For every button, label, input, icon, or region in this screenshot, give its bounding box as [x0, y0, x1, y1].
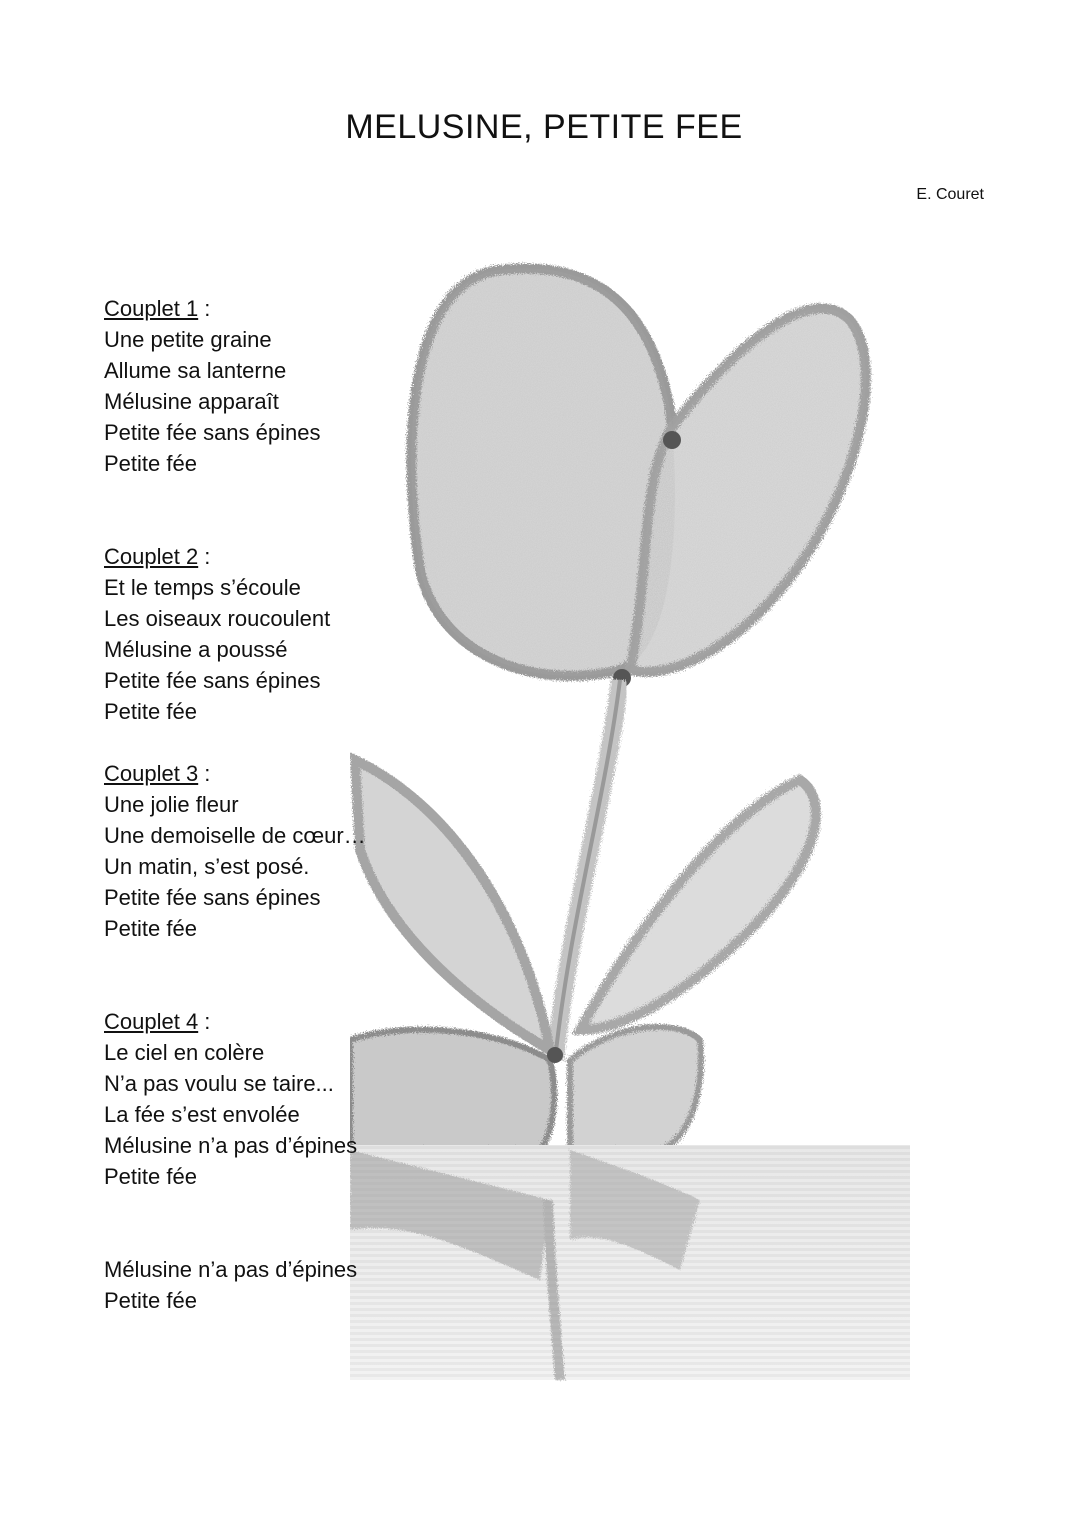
couplet-heading [104, 1006, 704, 1037]
ending [104, 1254, 704, 1316]
lyrics [104, 293, 704, 1316]
couplet-label: Couplet 3 [104, 761, 199, 786]
lyric-line: Mélusine n’a pas d’épines [104, 1133, 358, 1158]
lyric-line: Petite fée [104, 699, 197, 724]
lyric-line: Le ciel en colère [104, 1040, 265, 1065]
lyric-line: Mélusine a poussé [104, 637, 288, 662]
lyric-line: Et le temps s’écoule [104, 575, 301, 600]
couplet-heading [104, 541, 704, 572]
couplet-1 [104, 293, 704, 479]
lyric-line: Un matin, s’est posé. [104, 854, 310, 879]
couplet-label-suffix: : [198, 761, 211, 786]
author-name: E. Couret [916, 186, 984, 203]
lyric-line: Allume sa lanterne [104, 358, 287, 383]
lyric-line: Petite fée [104, 451, 197, 476]
lyric-line: N’a pas voulu se taire... [104, 1071, 334, 1096]
spacer [104, 944, 704, 1006]
couplet-heading [104, 293, 704, 324]
lyric-line: Petite fée sans épines [104, 668, 321, 693]
lyric-line: Petite fée sans épines [104, 420, 321, 445]
couplet-label: Couplet 1 [104, 296, 199, 321]
couplet-label-suffix: : [198, 296, 211, 321]
lyric-line: Les oiseaux roucoulent [104, 606, 331, 631]
lyric-line: Petite fée [104, 1164, 197, 1189]
couplet-label: Couplet 4 [104, 1009, 199, 1034]
lyric-line: Une jolie fleur [104, 792, 239, 817]
couplet-heading [104, 758, 704, 789]
couplet-4 [104, 1006, 704, 1192]
lyric-line: Une petite graine [104, 327, 272, 352]
spacer [104, 727, 704, 758]
lyric-line: Petite fée [104, 1288, 197, 1313]
couplet-label-suffix: : [198, 544, 211, 569]
lyric-line: Mélusine n’a pas d’épines [104, 1257, 358, 1282]
lyric-line: Une demoiselle de cœur… [104, 823, 366, 848]
page-title: MELUSINE, PETITE FEE [345, 108, 743, 146]
couplet-3 [104, 758, 704, 944]
spacer [104, 479, 704, 541]
lyric-line: La fée s’est envolée [104, 1102, 300, 1127]
lyric-line: Petite fée [104, 916, 197, 941]
couplet-label: Couplet 2 [104, 544, 199, 569]
lyric-line: Mélusine apparaît [104, 389, 279, 414]
spacer [104, 1192, 704, 1254]
couplet-2 [104, 541, 704, 727]
lyric-line: Petite fée sans épines [104, 885, 321, 910]
couplet-label-suffix: : [198, 1009, 211, 1034]
